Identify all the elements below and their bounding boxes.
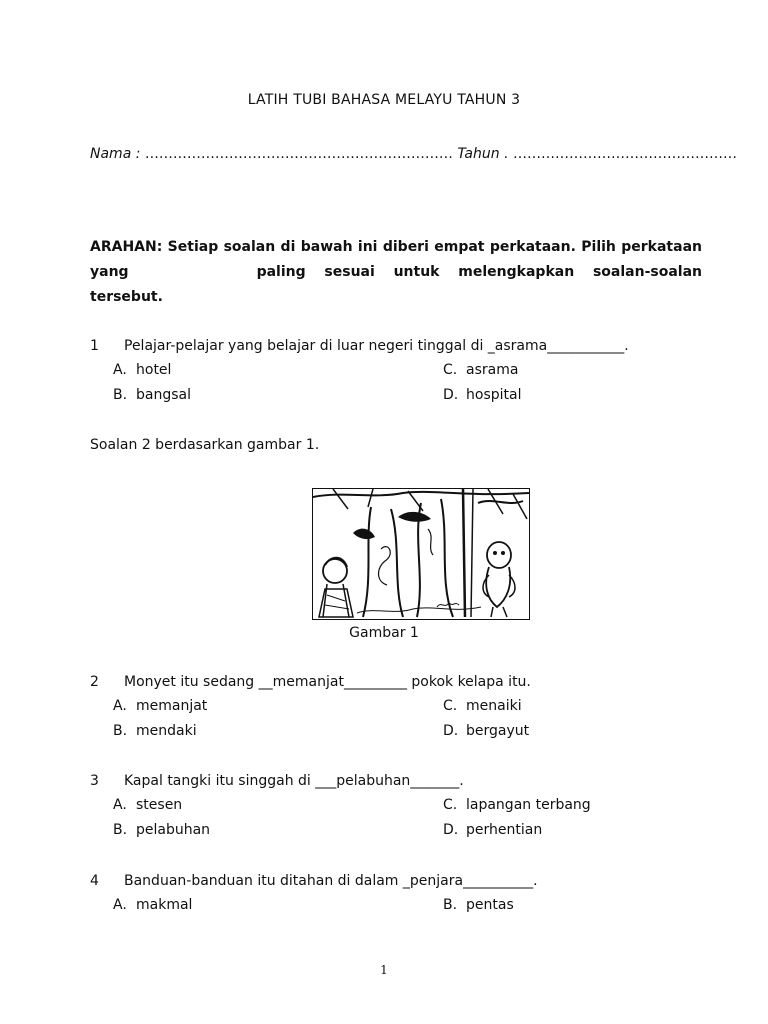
- nama-dots: …………………………………………………………: [144, 146, 453, 162]
- monkey-tree-illustration: [313, 489, 529, 619]
- question-2-option-a: A. memanjat: [113, 698, 208, 714]
- name-year-line: [90, 146, 737, 162]
- question-1-option-a: A. hotel: [113, 362, 172, 378]
- page-number: 1: [380, 963, 388, 977]
- instructions: [90, 235, 702, 310]
- question-4-text: Banduan-banduan itu ditahan di dalam _penjara__________.: [124, 873, 538, 889]
- page-title: LATIH TUBI BAHASA MELAYU TAHUN 3: [247, 92, 521, 108]
- tahun-label: Tahun .: [457, 146, 509, 162]
- question-3-text: Kapal tangki itu singgah di ___pelabuhan_______.: [124, 773, 464, 789]
- nama-label: Nama :: [90, 146, 141, 162]
- question-2-option-d: D. bergayut: [443, 723, 530, 739]
- question-4-number: 4: [90, 873, 99, 889]
- instructions-part1: ARAHAN: Setiap soalan di bawah ini diberi empat perkataan. Pilih perkataan yang: [90, 239, 702, 280]
- question-4-option-b: B. pentas: [443, 897, 514, 913]
- question-4-option-a: A. makmal: [113, 897, 193, 913]
- question-3-option-d: D. perhentian: [443, 822, 543, 838]
- question-1-option-d: D. hospital: [443, 387, 522, 403]
- figure-caption: Gambar 1: [349, 625, 419, 641]
- question-1-text: Pelajar-pelajar yang belajar di luar negeri tinggal di _asrama___________.: [124, 338, 629, 354]
- question-2-text: Monyet itu sedang __memanjat_________ pokok kelapa itu.: [124, 674, 531, 690]
- gambar-1-illustration: [312, 488, 530, 620]
- question-2-option-b: B. mendaki: [113, 723, 197, 739]
- question-3-option-b: B. pelabuhan: [113, 822, 211, 838]
- tahun-dots: …………………………………………: [512, 146, 737, 162]
- question-1-option-b: B. bangsal: [113, 387, 191, 403]
- instructions-part2: paling sesuai untuk melengkapkan soalan-soalan tersebut.: [90, 264, 702, 305]
- question-1-number: 1: [90, 338, 99, 354]
- question-3-option-a: A. stesen: [113, 797, 183, 813]
- question-3-number: 3: [90, 773, 99, 789]
- question-1-option-c: C. asrama: [443, 362, 519, 378]
- question-3-option-c: C. lapangan terbang: [443, 797, 591, 813]
- soalan-2-intro: Soalan 2 berdasarkan gambar 1.: [90, 437, 320, 453]
- question-2-number: 2: [90, 674, 99, 690]
- question-2-option-c: C. menaiki: [443, 698, 522, 714]
